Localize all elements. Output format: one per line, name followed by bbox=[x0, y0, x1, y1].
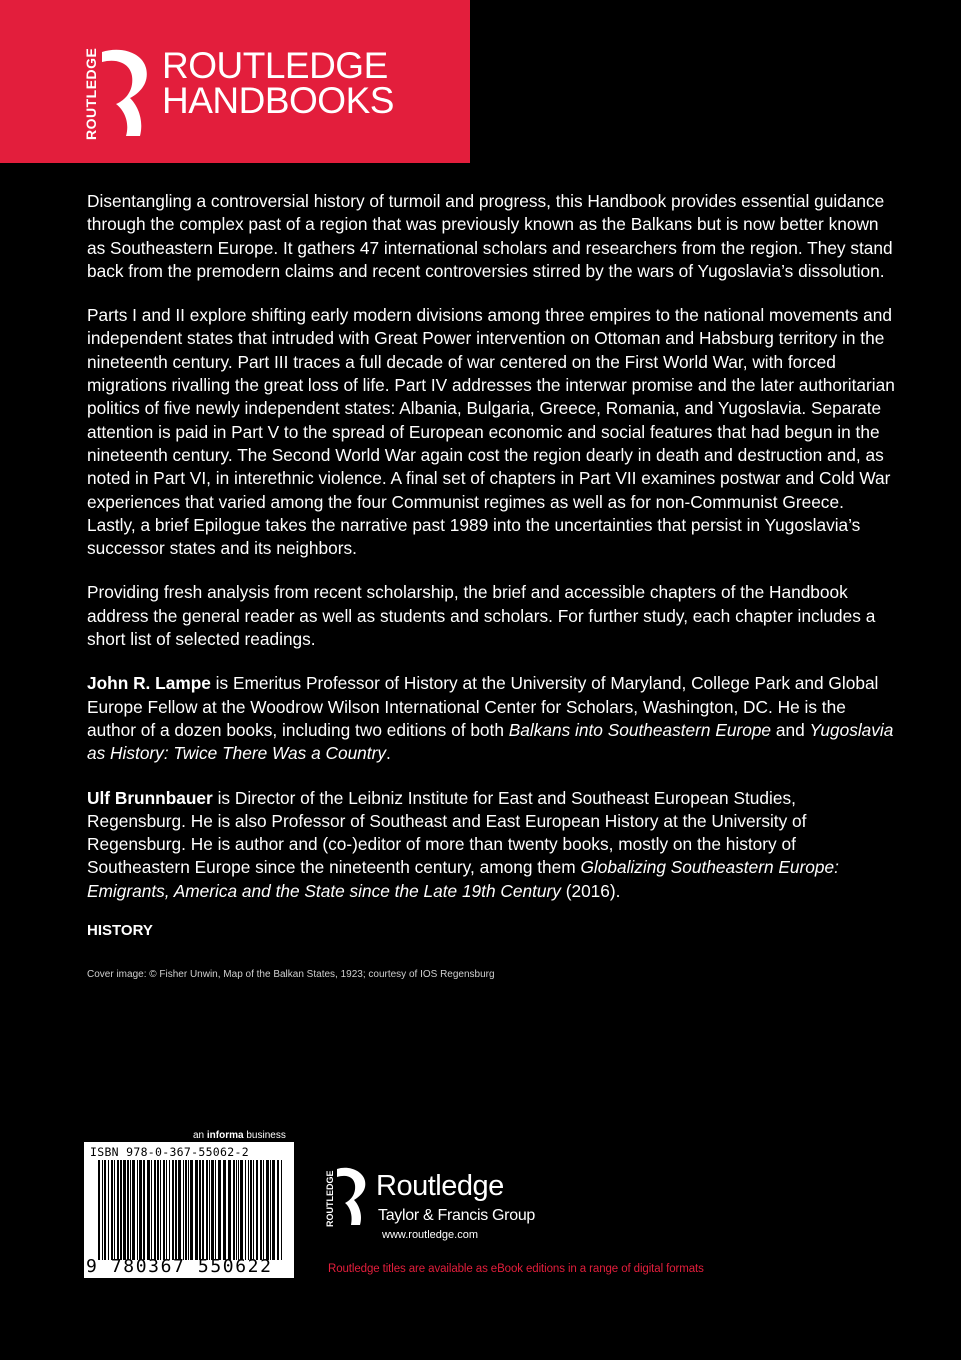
author-bio-brunnbauer bbox=[87, 787, 897, 903]
description-paragraph-2: Parts I and II explore shifting early modern divisions among three empires to the national movements and independent states that intruded with Great Power intervention on Ottoman and Habsburg territory in the nineteenth century. Part III traces a full decade of war centered on the First World War, with forced migrations rivalling the great loss of life. Part IV addresses the interwar promise and the later authoritarian politics of five newly independent states: Albania, Bulgaria, Greece, Romania, and Yugoslavia. Separate attention is paid in Part V to the spread of European economic and social features that had begun in the nineteenth century. The Second World War again cost the region dearly in death and destruction and, as noted in Part VI, in interethnic violence. A final set of chapters in Part VII examines postwar and Cold War experiences that varied among the four Communist regimes as well as for non-Communist Greece. Lastly, a brief Epilogue takes the narrative past 1989 into the uncertainties that persist in Yugoslavia’s successor states and its neighbors. bbox=[87, 305, 895, 559]
informa-bold: informa bbox=[206, 1130, 244, 1141]
series-banner bbox=[0, 0, 470, 163]
author-name-brunnbauer: Ulf Brunnbauer bbox=[87, 787, 213, 808]
lampe-bio-text: is Emeritus Professor of History at the University of Maryland, College Park and Global Europe Fellow at the Woodrow Wilson International Center for Scholars, Washington, DC. He is the author of a dozen books, including two editions of both bbox=[87, 673, 879, 740]
lampe-book-title-2: Yugoslavia as History: Twice There Was a Country bbox=[87, 719, 894, 764]
publisher-logo-text: ROUTLEDGE bbox=[325, 1170, 335, 1227]
series-title-line2: HANDBOOKS bbox=[162, 80, 394, 121]
cover-image-credit: Cover image: © Fisher Unwin, Map of the Balkan States, 1923; courtesy of IOS Regensburg bbox=[87, 969, 495, 981]
lampe-and: and bbox=[771, 719, 810, 740]
lampe-end: . bbox=[386, 743, 391, 764]
series-title bbox=[162, 45, 394, 121]
publisher-url[interactable]: www.routledge.com bbox=[382, 1229, 478, 1241]
series-title-line1: ROUTLEDGE bbox=[162, 45, 388, 86]
lampe-book-title-1: Balkans into Southeastern Europe bbox=[508, 719, 772, 740]
isbn-number: 9 780367 550622 bbox=[86, 1256, 273, 1277]
informa-prefix: an bbox=[193, 1130, 207, 1141]
isbn-barcode bbox=[84, 1142, 294, 1278]
informa-business-label bbox=[193, 1130, 286, 1141]
back-cover-text bbox=[87, 190, 897, 980]
ebook-availability-note: Routledge titles are available as eBook editions in a range of digital formats bbox=[328, 1263, 704, 1275]
barcode-bars bbox=[84, 1160, 294, 1260]
banner-logo-text: ROUTLEDGE bbox=[83, 47, 99, 140]
subject-category: HISTORY bbox=[87, 922, 153, 940]
brunnbauer-end: (2016). bbox=[560, 880, 621, 901]
author-name-lampe: John R. Lampe bbox=[87, 673, 211, 694]
brunnbauer-book-title: Globalizing Southeastern Europe: Emigrants, America and the State since the Late 19th Century bbox=[87, 857, 839, 901]
publisher-name: Routledge bbox=[376, 1170, 504, 1202]
informa-suffix: business bbox=[243, 1130, 286, 1141]
description-paragraph-1: Disentangling a controversial history of turmoil and progress, this Handbook provides essential guidance through the complex past of a region that was previously known as the Balkans but is now better known as Southeastern Europe. It gathers 47 international scholars and researchers from the region. They stand back from the premodern claims and recent controversies stirred by the wars of Yugoslavia’s dissolution. bbox=[87, 191, 893, 281]
description-paragraph-3: Providing fresh analysis from recent scholarship, the brief and accessible chapters of the Handbook address the general reader as well as students and scholars. For further study, each chapter includes a short list of selected readings. bbox=[87, 582, 876, 650]
routledge-publisher-logo-icon bbox=[323, 1165, 369, 1229]
publisher-group: Taylor & Francis Group bbox=[378, 1207, 536, 1224]
isbn-label: ISBN 978-0-367-55062-2 bbox=[90, 1145, 249, 1159]
routledge-logo-icon bbox=[80, 44, 158, 144]
brunnbauer-bio-text: is Director of the Leibniz Institute for East and Southeast European Studies, Regensburg. He is also Professor of Southeast and East European History at the University of Regensburg. He is author and (co-)editor of more than twenty books, mostly on the history of Southeastern Europe since the nineteenth century, among them bbox=[87, 787, 807, 878]
author-bio-lampe bbox=[87, 672, 897, 765]
